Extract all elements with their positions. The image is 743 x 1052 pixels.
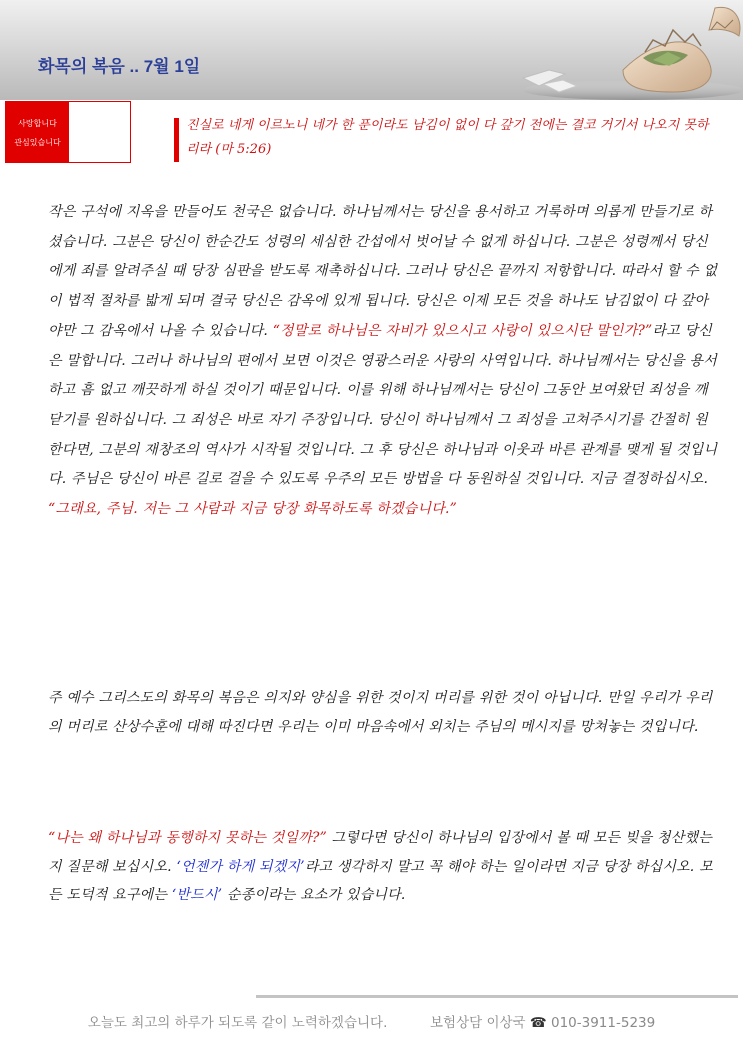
broken-eggshell-money-icon: [503, 0, 743, 100]
scripture-verse: [186, 114, 716, 162]
paragraph-3: [48, 824, 718, 910]
paragraph-3-text-c: 순종이라는 요소가 있습니다.: [222, 887, 406, 904]
footer-contact: 보험상담 이상국: [429, 1015, 526, 1031]
paragraph-3-quote-a: “나는 왜 하나님과 동행하지 못하는 것일까?”: [48, 830, 327, 846]
paragraph-3-quote-b: ‘언젠가 하게 되겠지’: [176, 858, 305, 875]
paragraph-3-quote-c: ‘반드시’: [171, 887, 223, 904]
verse-accent-bar: [174, 118, 179, 162]
badge: [5, 101, 131, 163]
verse-reference: (마 5:26): [215, 142, 272, 157]
footer-slogan: 오늘도 최고의 하루가 되도록 같이 노력하겠습니다.: [87, 1015, 388, 1031]
badge-red-panel: [6, 102, 69, 162]
header-banner: [0, 0, 743, 100]
paragraph-1-text-b: 라고 당신은 말합니다. 그러나 하나님의 편에서 보면 이것은 영광스러운 사랑의 사역입니다. 하나님께서는 당신을 용서하고 흠 없고 깨끗하게 하실 것이기 때문입니다. 이를 위해 하나님께서는 당신이 그동안 보여왔던 죄성을 깨닫기를 원하십니다. 그 죄성은 바로 자기 주장입니다. 당신이 하나님께서 그 죄성을 고쳐주시기를 간절히 원한다면, 그분의 재창조의 역사가 시작될 것입니다. 그 후 당신은 하나님과 이웃과 바른 관계를 맺게 될 것입니다. 주님은 당신이 바른 길로 걸을 수 있도록 우주의 모든 방법을 다 동원하실 것입니다. 지금 결정하십시오.: [48, 322, 718, 488]
paragraph-1-quote-a: “정말로 하나님은 자비가 있으시고 사랑이 있으시단 말인가?”: [272, 322, 653, 339]
paragraph-3-text-a: 그렇다면 당신이 하나님의 입장에서 볼 때 모든 빚을 청산했는지 질문해 보십시오.: [48, 830, 712, 875]
footer-divider: [256, 995, 738, 998]
paragraph-1: [48, 198, 718, 525]
badge-line-2: 관심있습니다: [14, 138, 61, 147]
paragraph-3-text-b: 라고 생각하지 말고 꼭 해야 하는 일이라면 지금 당장 하십시오. 모든 도덕적 요구에는: [48, 858, 713, 904]
verse-text: 진실로 네게 이르노니 네가 한 푼이라도 남김이 없이 다 갚기 전에는 결코 거기서 나오지 못하리라: [186, 118, 709, 157]
footer-phone: 010-3911-5239: [550, 1015, 656, 1031]
telephone-icon: ☎: [529, 1015, 547, 1031]
badge-line-1: 사랑합니다: [18, 119, 57, 128]
paragraph-1-quote-b: “그래요, 주님. 저는 그 사람과 지금 당장 화목하도록 하겠습니다.”: [48, 501, 457, 518]
paragraph-2-text: 주 예수 그리스도의 화목의 복음은 의지와 양심을 위한 것이지 머리를 위한 것이 아닙니다. 만일 우리가 우리의 머리로 산상수훈에 대해 따진다면 우리는 이미 마음속에서 외치는 주님의 메시지를 망쳐놓는 것입니다.: [48, 690, 713, 735]
paragraph-2: [48, 684, 718, 742]
page-title: 화목의 복음 .. 7월 1일: [38, 57, 201, 76]
paragraph-1-text-a: 작은 구석에 지옥을 만들어도 천국은 없습니다. 하나님께서는 당신을 용서하고 거룩하며 의롭게 만들기로 하셨습니다. 그분은 당신이 한순간도 성령의 세심한 간섭에서 벗어날 수 없게 하십니다. 그분은 성령께서 당신에게 죄를 알려주실 때 당장 심판을 받도록 재촉하십니다. 그러나 당신은 끝까지 저항합니다. 따라서 할 수 없이 법적 절차를 밟게 되며 결국 당신은 감옥에 있게 됩니다. 당신은 이제 모든 것을 하나도 남김없이 다 갚아야만 그 감옥에서 나올 수 있습니다.: [48, 204, 718, 339]
footer: [0, 1011, 743, 1031]
